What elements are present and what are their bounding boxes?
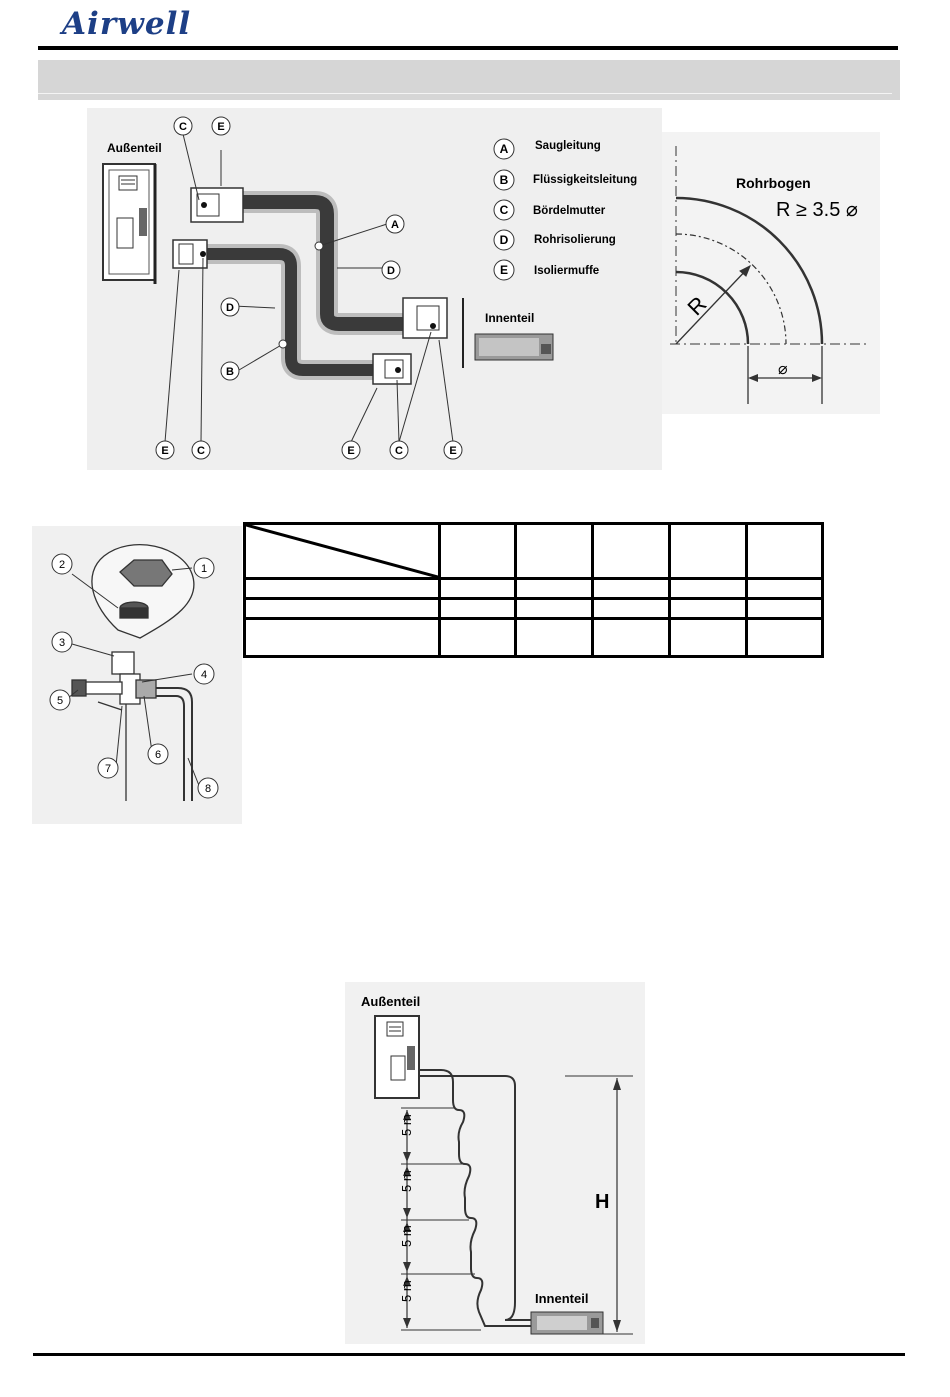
svg-text:8: 8 — [204, 783, 212, 795]
table-cell — [747, 619, 823, 657]
svg-text:C: C — [197, 445, 205, 457]
segment-label: 5 m — [399, 1280, 414, 1302]
callout-C-bottom-2 — [390, 441, 408, 459]
table-cell — [670, 579, 747, 599]
callout-D-right — [382, 261, 400, 279]
svg-text:D: D — [387, 265, 395, 277]
banner-highlight — [38, 93, 892, 94]
legend-item-d — [494, 230, 616, 250]
spec-table — [243, 522, 824, 658]
callout-1 — [194, 558, 214, 578]
flare-nut-fitting — [373, 354, 411, 384]
service-valve-diagram — [32, 526, 242, 824]
svg-text:Saugleitung: Saugleitung — [535, 140, 601, 152]
svg-text:B: B — [226, 366, 234, 378]
table-cell — [747, 599, 823, 619]
svg-text:Bördelmutter: Bördelmutter — [533, 205, 606, 217]
header-rule — [38, 46, 898, 50]
outdoor-unit-icon — [103, 164, 155, 284]
svg-text:4: 4 — [200, 669, 208, 681]
table-cell — [593, 599, 670, 619]
callout-E-bottom-3 — [444, 441, 462, 459]
piping-connection-diagram — [87, 108, 662, 470]
table-cell — [747, 524, 823, 579]
svg-text:E: E — [347, 445, 355, 457]
diagonal-divider — [246, 525, 438, 577]
indoor-unit-icon — [475, 334, 553, 360]
svg-text:B: B — [499, 173, 509, 187]
table-cell — [516, 619, 593, 657]
svg-text:C: C — [395, 445, 403, 457]
table-cell — [440, 599, 516, 619]
table-cell — [245, 599, 440, 619]
table-corner-cell — [245, 524, 440, 579]
svg-text:Rohrisolierung: Rohrisolierung — [534, 234, 616, 246]
indoor-unit-icon — [531, 1312, 603, 1334]
callout-2 — [52, 554, 72, 574]
callout-B — [221, 362, 239, 380]
legend-item-b — [494, 170, 637, 190]
pipe-bend-diagram — [662, 132, 880, 414]
table-cell — [670, 599, 747, 619]
flare-nut-fitting — [403, 298, 447, 338]
callout-C-top — [174, 117, 192, 135]
callout-D-left — [221, 298, 239, 316]
callout-8 — [198, 778, 218, 798]
svg-text:E: E — [499, 263, 509, 277]
outdoor-unit-icon — [375, 1016, 419, 1098]
height-label: H — [595, 1191, 610, 1213]
legend — [494, 139, 637, 280]
legend-item-a — [494, 139, 601, 159]
table-row — [245, 619, 823, 657]
svg-text:2: 2 — [58, 559, 66, 571]
segment-label: 5 m — [399, 1225, 414, 1247]
bend-formula: R ≥ 3.5 ⌀ — [776, 199, 858, 221]
table-cell — [245, 619, 440, 657]
callout-E-bottom-1 — [156, 441, 174, 459]
callout-4 — [194, 664, 214, 684]
svg-text:C: C — [179, 121, 187, 133]
svg-text:A: A — [499, 142, 509, 156]
table-cell — [440, 619, 516, 657]
svg-text:5: 5 — [56, 695, 64, 707]
radius-label: R — [682, 291, 712, 321]
table-row — [245, 599, 823, 619]
table-cell — [593, 524, 670, 579]
indoor-unit-label: Innenteil — [485, 311, 535, 325]
bend-title: Rohrbogen — [736, 175, 811, 191]
callout-C-bottom-1 — [192, 441, 210, 459]
svg-text:3: 3 — [58, 637, 66, 649]
svg-text:D: D — [226, 302, 234, 314]
table-cell — [593, 579, 670, 599]
svg-text:Flüssigkeitsleitung: Flüssigkeitsleitung — [533, 174, 638, 186]
flare-nut-fitting — [173, 240, 207, 268]
table-cell — [516, 579, 593, 599]
svg-text:7: 7 — [104, 763, 112, 775]
section-banner — [38, 60, 900, 100]
svg-text:D: D — [499, 233, 509, 247]
segment-label: 5 m — [399, 1170, 414, 1192]
svg-text:E: E — [217, 121, 225, 133]
callout-E-bottom-2 — [342, 441, 360, 459]
callout-3 — [52, 632, 72, 652]
table-cell — [670, 619, 747, 657]
outdoor-unit-label: Außenteil — [107, 141, 162, 155]
table-cell — [440, 524, 516, 579]
height-difference-diagram — [345, 982, 645, 1344]
outdoor-unit-label: Außenteil — [361, 994, 421, 1009]
legend-item-e — [494, 260, 599, 280]
svg-text:A: A — [391, 219, 399, 231]
table-cell — [516, 524, 593, 579]
flare-nut-fitting — [191, 188, 243, 222]
svg-text:6: 6 — [154, 749, 162, 761]
table-cell — [516, 599, 593, 619]
table-header-row — [245, 524, 823, 579]
callout-5 — [50, 690, 70, 710]
callout-6 — [148, 744, 168, 764]
table-cell — [245, 579, 440, 599]
svg-text:Isoliermuffe: Isoliermuffe — [534, 265, 600, 277]
svg-text:E: E — [161, 445, 169, 457]
diameter-label: ⌀ — [778, 361, 788, 378]
svg-text:E: E — [449, 445, 457, 457]
table-cell — [747, 579, 823, 599]
table-cell — [440, 579, 516, 599]
legend-item-c — [494, 200, 606, 220]
callout-7 — [98, 758, 118, 778]
callout-A — [386, 215, 404, 233]
indoor-unit-label: Innenteil — [535, 1291, 589, 1306]
svg-text:C: C — [499, 203, 509, 217]
table-cell — [670, 524, 747, 579]
callout-E-top — [212, 117, 230, 135]
table-row — [245, 579, 823, 599]
footer-rule — [33, 1353, 905, 1356]
airwell-logo: Airwell — [62, 6, 192, 42]
segment-label: 5 m — [399, 1114, 414, 1136]
svg-text:1: 1 — [200, 563, 208, 575]
table-cell — [593, 619, 670, 657]
